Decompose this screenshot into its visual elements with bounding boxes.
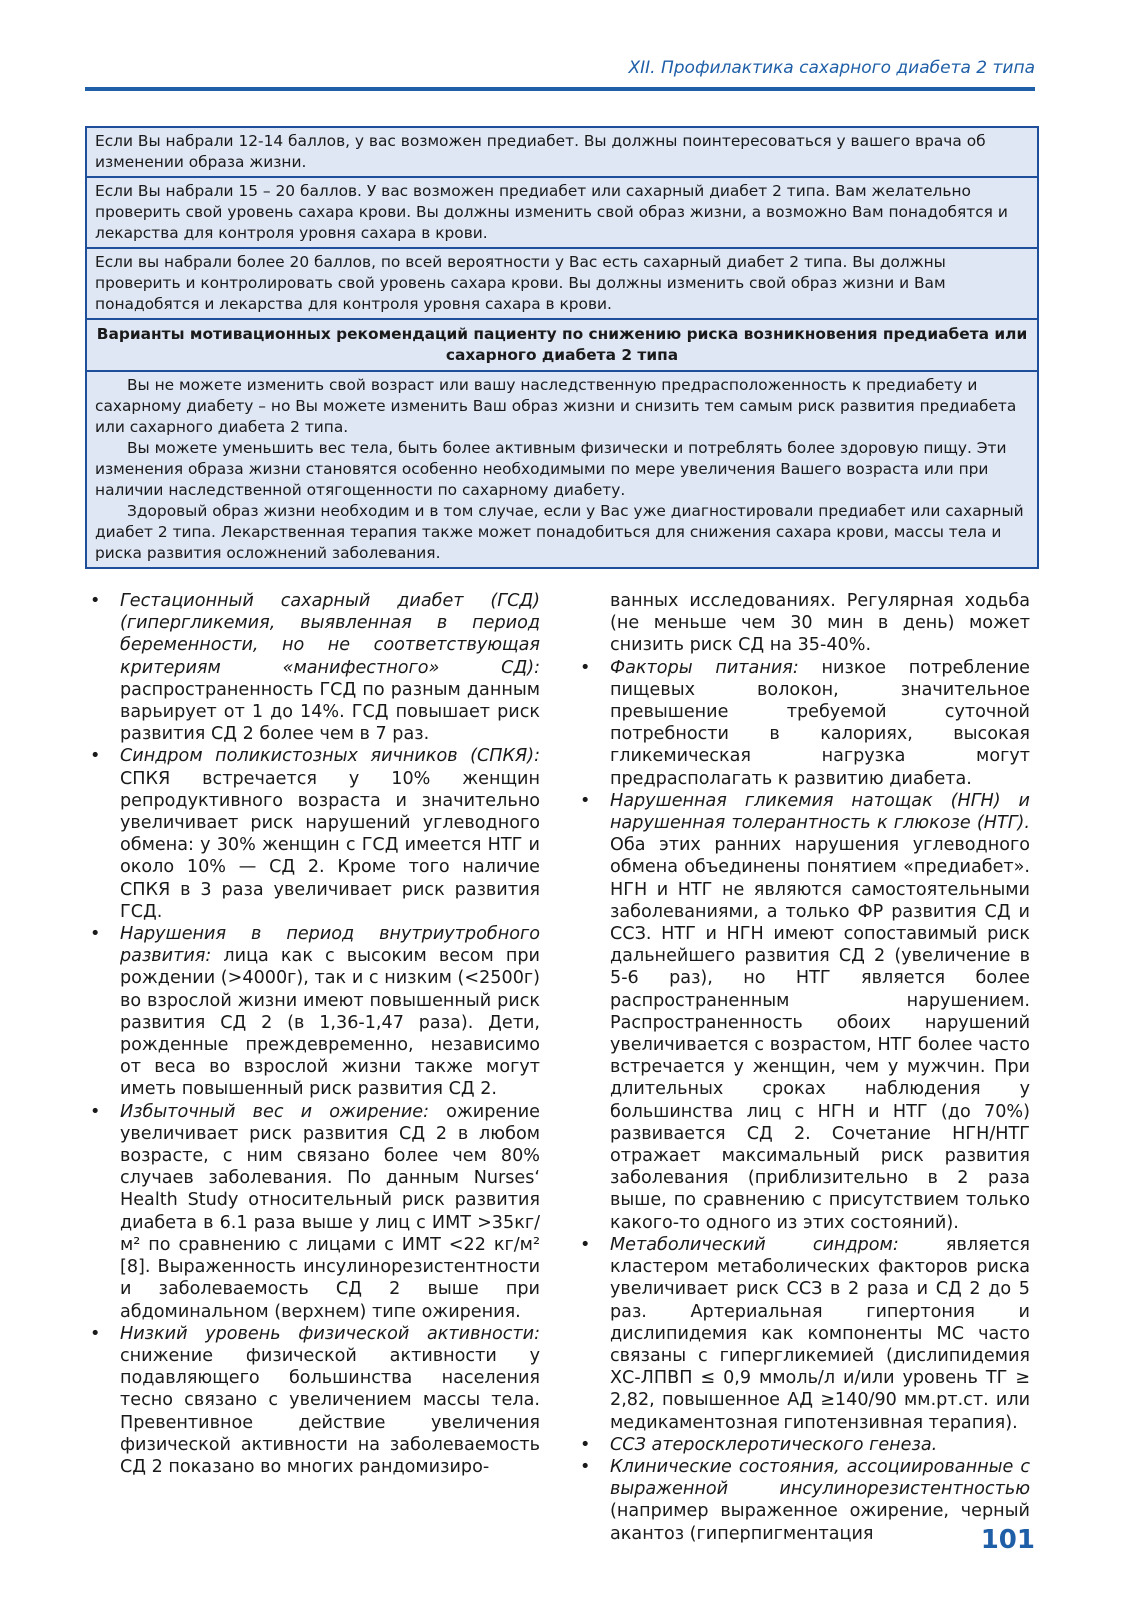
- list-item: [580, 1434, 1030, 1456]
- continued-text: ванных исследованиях. Регулярная ходьба (не меньше чем 30 мин в день) может снизить риск СД на 35-40%.: [610, 591, 1030, 656]
- left-column: [90, 590, 540, 1478]
- bullet-icon: •: [90, 591, 101, 611]
- bullet-icon: •: [90, 1101, 101, 1122]
- score-row-over-20: Если вы набрали более 20 баллов, по всей вероятности у Вас есть сахарный диабет 2 типа. Вы должны проверить и контролировать свой уровень сахара крови. Вы должны изменить свой образ жизни и Вам понадобятся и лекарства для контроля уровня сахара в крови.: [87, 249, 1037, 320]
- table-heading: Варианты мотивационных рекомендаций пациенту по снижению риска возникновения предиабета или сахарного диабета 2 типа: [87, 320, 1037, 372]
- bullet-icon: •: [90, 746, 101, 767]
- list-item: [580, 1456, 1030, 1545]
- item-term: Нарушения в период внутриутробного развития:: [120, 924, 540, 967]
- item-text: является кластером метаболических факторов риска увеличивает риск ССЗ в 2 раза и СД 2 до 5 раз. Артериальная гипертония и дислипидемия как компоненты МС часто связаны с гипергликемией (дислипидемия ХС-ЛПВП ≤ 0,9 ммоль/л и/или уровень ТГ ≥ 2,82, повышенное АД ≥140/90 мм.рт.ст. или медикаментозная гипотензивная терапия).: [610, 1234, 1030, 1433]
- item-term: Клинические состояния, ассоциированные с выраженной инсулинорезистентностью: [610, 1456, 1030, 1500]
- item-term: Гестационный сахарный диабет (ГСД) (гипергликемия, выявленная в период беременности, но не соответствующая критериям «манифестного» СД):: [120, 591, 540, 678]
- motivation-paragraph: Вы не можете изменить свой возраст или вашу наследственную предрасположенность к предиабету и сахарному диабету – но Вы можете изменить Ваш образ жизни и снизить тем самым риск развития предиабета или сахарного диабета 2 типа.: [95, 376, 1017, 436]
- bullet-icon: •: [90, 1323, 101, 1344]
- item-term: Нарушенная гликемия натощак (НГН) и нарушенная толерантность к глюкозе (НТГ).: [610, 790, 1030, 834]
- item-text: снижение физической активности у подавляющего большинства населения тесно связано с увеличением массы тела. Превентивное действие увеличения физической активности на заболеваемость СД 2 показано во многих рандомизиро-: [120, 1345, 540, 1477]
- motivation-paragraph: Здоровый образ жизни необходим и в том случае, если у Вас уже диагностировали предиабет или сахарный диабет 2 типа. Лекарственная терапия также может понадобиться для снижения сахара крови, массы тела и риска развития осложнений заболевания.: [95, 502, 1024, 562]
- item-text: Оба этих ранних нарушения углеводного обмена объединены понятием «предиабет». НГН и НТГ не являются самостоятельными заболеваниями, а только ФР развития СД и ССЗ. НТГ и НГН имеют сопоставимый риск дальнейшего развития СД 2 (увеличение в 5-6 раз), но НТГ является более распространенным нарушением. Распространенность обоих нарушений увеличивается с возрастом, НТГ более часто встречается у женщин, чем у мужчин. При длительных сроках наблюдения у большинства лиц с НГН и НТГ (до 70%) развивается СД 2. Сочетание НГН/НТГ отражает максимальный риск развития заболевания (приблизительно в 2 раза выше, по сравнению с присутствием только какого-то одного из этих состояний).: [610, 835, 1030, 1233]
- list-item: [90, 590, 540, 745]
- item-term: Факторы питания:: [610, 657, 799, 678]
- bullet-icon: •: [90, 924, 101, 945]
- bullet-icon: •: [580, 790, 591, 811]
- header-divider: [85, 87, 1035, 91]
- motivation-paragraph: Вы можете уменьшить вес тела, быть более активным физически и потреблять более здоровую пищу. Эти изменения образа жизни становятся особенно необходимыми по мере увеличения Вашего возраста или при наличии наследственной отягощенности по сахарному диабету.: [95, 439, 1007, 499]
- bullet-icon: •: [580, 1234, 591, 1255]
- list-item: [580, 790, 1030, 1234]
- bullet-icon: •: [580, 1456, 591, 1477]
- item-term: Метаболический синдром:: [610, 1234, 899, 1255]
- list-item: [90, 1101, 540, 1323]
- score-row-12-14: Если Вы набрали 12-14 баллов, у вас возможен предиабет. Вы должны поинтересоваться у вашего врача об изменении образа жизни.: [87, 128, 1037, 178]
- list-item: [580, 1234, 1030, 1434]
- item-text: лица как с высоким весом при рождении (>4000г), так и с низким (<2500г) во взрослой жизни имеют повышенный риск развития СД 2 (в 1,36-1,47 раза). Дети, рожденные преждевременно, независимо от веса во взрослой жизни также могут иметь повышенный риск развития СД 2.: [120, 946, 540, 1100]
- item-term: Низкий уровень физической активности:: [120, 1323, 540, 1344]
- item-term: Синдром поликистозных яичников (СПКЯ):: [120, 746, 540, 767]
- page-number: 101: [980, 1525, 1035, 1555]
- item-text: ожирение увеличивает риск развития СД 2 в любом возрасте, с ним связано более чем 80% случаев заболевания. По данным Nurses‘ Health Study относительный риск развития диабета в 6.1 раза выше у лиц с ИМТ >35кг/м² по сравнению с лицами с ИМТ <22 кг/м² [8]. Выраженность инсулинорезистентности и заболеваемость СД 2 выше при абдоминальном (верхнем) типе ожирения.: [120, 1101, 540, 1322]
- list-item: [90, 923, 540, 1101]
- right-column: [580, 590, 1030, 1545]
- score-row-15-20: Если Вы набрали 15 – 20 баллов. У вас возможен предиабет или сахарный диабет 2 типа. Вам желательно проверить свой уровень сахара крови. Вы должны изменить свой образ жизни, а возможно Вам понадобятся и лекарства для контроля уровня сахара в крови.: [87, 178, 1037, 249]
- item-term: Избыточный вес и ожирение:: [120, 1101, 430, 1122]
- recommendation-table: [85, 126, 1039, 569]
- item-text: (например выраженное ожирение, черный акантоз (гиперпигментация: [610, 1501, 1030, 1544]
- running-header: XII. Профилактика сахарного диабета 2 типа: [628, 58, 1035, 78]
- item-text: низкое потребление пищевых волокон, значительное превышение требуемой суточной потребности в калориях, высокая гликемическая нагрузка могут предрасполагать к развитию диабета.: [610, 657, 1030, 789]
- list-item: [90, 1323, 540, 1478]
- motivation-text: [87, 372, 1037, 567]
- list-item: [90, 745, 540, 923]
- bullet-icon: •: [580, 657, 591, 678]
- item-text: СПКЯ встречается у 10% женщин репродуктивного возраста и значительно увеличивает риск нарушений углеводного обмена: у 30% женщин с ГСД имеется НТГ и около 10% — СД 2. Кроме того наличие СПКЯ в 3 раза увеличивает риск развития ГСД.: [120, 768, 540, 922]
- bullet-icon: •: [580, 1434, 591, 1455]
- list-item: [580, 657, 1030, 790]
- item-term: ССЗ атеросклеротического генеза.: [610, 1434, 938, 1455]
- item-text: распространенность ГСД по разным данным варьирует от 1 до 14%. ГСД повышает риск развития СД 2 более чем в 7 раз.: [120, 679, 540, 745]
